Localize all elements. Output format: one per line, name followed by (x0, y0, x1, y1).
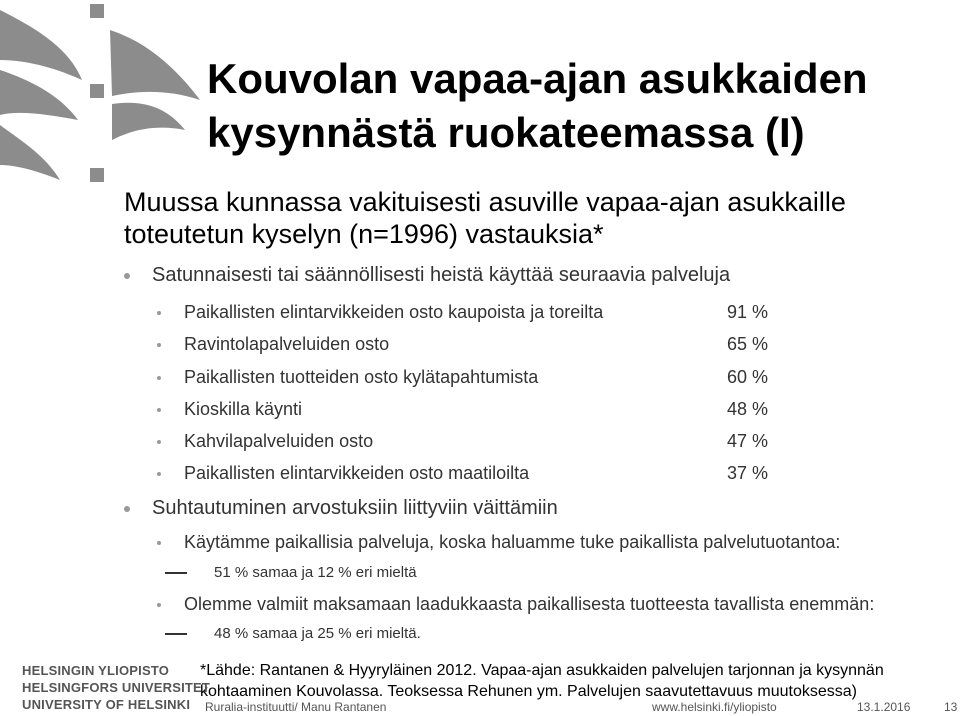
subtitle (124, 186, 944, 250)
footer-author: Ruralia-instituutti/ Manu Rantanen (205, 700, 387, 714)
subtitle-line-2: toteutetun kyselyn (n=1996) vastauksia* (124, 219, 604, 249)
title-line-1: Kouvolan vapaa-ajan asukkaiden (207, 55, 868, 102)
list-item-label: Kahvilapalveluiden osto (184, 431, 374, 451)
bullet-icon (157, 376, 161, 380)
bullet-icon (157, 440, 161, 444)
section-heading: Satunnaisesti tai säännöllisesti heistä käyttää seuraavia palveluja (152, 264, 731, 286)
university-name-fi: HELSINGIN YLIOPISTO (22, 663, 170, 678)
source-note (200, 660, 940, 702)
bullet-icon (157, 603, 161, 607)
title-line-2: kysynnästä ruokateemassa (I) (207, 109, 805, 156)
list-item-label: Paikallisten elintarvikkeiden osto kaupoista ja toreilta (184, 302, 604, 322)
section-heading: Suhtautuminen arvostuksiin liittyviin väittämiin (152, 497, 558, 519)
list-item-label: Kioskilla käynti (184, 399, 303, 419)
list-item-value: 65 % (727, 334, 769, 354)
statement-text: Käytämme paikallisia palveluja, koska haluamme tuke paikallista palvelutuotantoa: (184, 532, 841, 552)
list-item-label: Paikallisten elintarvikkeiden osto maatiloilta (184, 463, 530, 483)
dash-icon (165, 572, 187, 574)
dash-icon (165, 633, 187, 635)
footer-date: 13.1.2016 (857, 700, 911, 714)
list-item-label: Paikallisten tuotteiden osto kylätapahtumista (184, 367, 539, 387)
source-line-2: kohtaaminen Kouvolassa. Teoksessa Rehunen ym. Palvelujen saavutettavuus muutoksessa) (200, 683, 857, 700)
source-line-1: *Lähde: Rantanen & Hyyryläinen 2012. Vapaa-ajan asukkaiden palvelujen tarjonnan ja kysynnän (200, 662, 884, 679)
bullet-icon (157, 541, 161, 545)
footer-url[interactable]: www.helsinki.fi/yliopisto (652, 700, 777, 714)
bullet-icon (157, 408, 161, 412)
statement-text: Olemme valmiit maksamaan laadukkaasta paikallisesta tuotteesta tavallista enemmän: (184, 594, 875, 614)
list-item-value: 60 % (727, 367, 769, 387)
statement-detail: 51 % samaa ja 12 % eri mieltä (214, 564, 417, 581)
statement-detail: 48 % samaa ja 25 % eri mieltä. (214, 625, 421, 642)
university-name-sv: HELSINGFORS UNIVERSITET (22, 680, 211, 695)
flame-logo-icon (0, 0, 200, 200)
list-item-value: 48 % (727, 399, 769, 419)
list-item-value: 91 % (727, 302, 769, 322)
subtitle-line-1: Muussa kunnassa vakituisesti asuville vapaa-ajan asukkaille (124, 187, 846, 217)
page-title (207, 52, 947, 160)
bullet-icon (124, 273, 130, 279)
list-item-value: 37 % (727, 463, 769, 483)
bullet-icon (157, 311, 161, 315)
list-item-value: 47 % (727, 431, 769, 451)
bullet-icon (157, 343, 161, 347)
bullet-icon (124, 506, 130, 512)
list-item-label: Ravintolapalveluiden osto (184, 334, 390, 354)
university-name-en: UNIVERSITY OF HELSINKI (22, 697, 191, 712)
page-number: 13 (944, 700, 958, 714)
bullet-icon (157, 472, 161, 476)
